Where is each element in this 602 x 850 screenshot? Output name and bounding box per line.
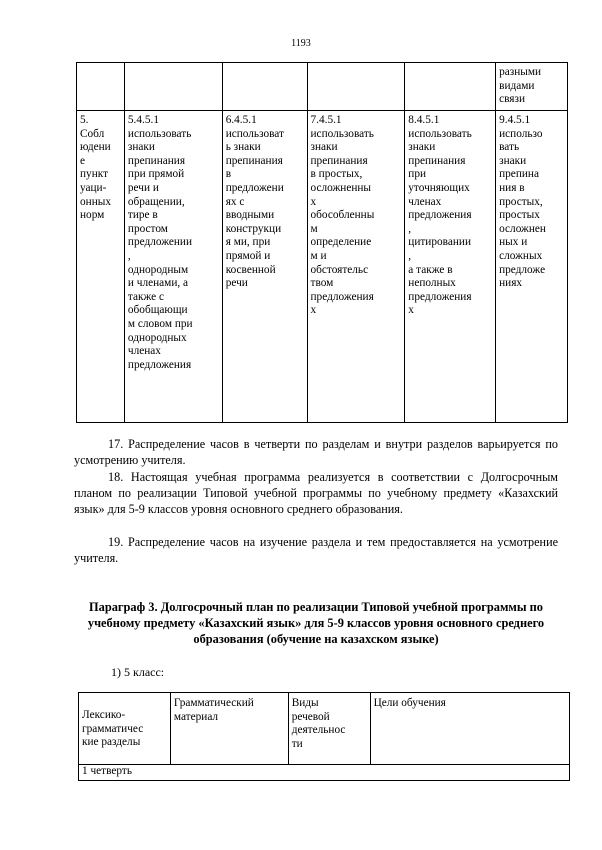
cell-text: 5. — [80, 114, 89, 126]
table-cell — [222, 63, 307, 111]
table-cell — [307, 63, 405, 111]
cell-text: простом — [127, 222, 168, 235]
cell-text: знаки — [408, 141, 436, 154]
cell-text: цитировании — [408, 236, 471, 249]
paragraph-19: 19. Распределение часов на изучение раздела и тем предоставляется на усмотрение учителя. — [74, 535, 558, 565]
cell-text: осложнен — [499, 222, 546, 235]
cell-text: также с — [127, 290, 164, 303]
cell-text: простых, — [499, 195, 543, 208]
table-cell — [307, 111, 405, 423]
header-text: речевой — [291, 710, 330, 723]
cell-text: , — [127, 249, 131, 262]
cell-text: в простых, — [310, 168, 363, 181]
section-heading: Параграф 3. Долгосрочный план по реализации Типовой учебной программы по учебному предмету «Казахский язык» для 5-9 классов уровня основного среднего образования (обучение на казахском языке) — [87, 600, 545, 646]
header-text: деятельнос — [291, 724, 346, 737]
cell-text: препинания — [408, 154, 466, 167]
cell-text: предложения — [408, 209, 472, 222]
cell-text: 8.4.5.1 — [408, 114, 440, 126]
header-text: Цели обучения — [373, 697, 446, 709]
cell-text: обобщающи — [127, 304, 188, 317]
cell-text: сложных — [499, 249, 543, 262]
cell-text: х — [408, 304, 414, 317]
cell-text: ях с — [225, 195, 245, 208]
cell-text: однородных — [127, 331, 187, 344]
paragraph-18: 18. Настоящая учебная программа реализуется в соответствии с Долгосрочным планом по реализации Типовой учебной программы по учебному предмету «Казахский язык» для 5-9 классов уровня основного среднего образования. — [74, 470, 558, 516]
cell-text: предложения — [310, 290, 374, 303]
table-cell — [496, 111, 568, 423]
table-row — [77, 63, 568, 111]
header-text: Грамматический — [173, 697, 254, 709]
cell-text: Собл — [80, 127, 105, 140]
cell-text: конструкци — [225, 222, 282, 235]
cell-text: препина — [499, 168, 539, 181]
header-text: материал — [173, 710, 219, 723]
cell-text: ния в — [499, 181, 525, 194]
cell-text: м — [310, 222, 318, 235]
cell-text: 7.4.5.1 — [310, 114, 342, 126]
table-cell — [496, 63, 568, 111]
cell-text: определение — [310, 236, 372, 249]
page-number: 1193 — [291, 38, 311, 49]
cell-text: использо — [499, 127, 543, 140]
header-cell — [79, 693, 171, 765]
cell-text: знаки — [127, 141, 155, 154]
cell-text: связи — [499, 93, 526, 106]
cell-text: вводными — [225, 209, 275, 222]
cell-text: неполных — [408, 277, 456, 290]
cell-text: ь знаки — [225, 141, 261, 154]
cell-text: обращении, — [127, 195, 185, 208]
cell-text: я ми, при — [225, 236, 271, 249]
cell-text: х — [310, 304, 317, 317]
cell-text: предложения — [127, 358, 192, 371]
cell-text: х — [310, 195, 317, 208]
table-cell — [124, 63, 222, 111]
cell-text: использовать — [408, 127, 472, 140]
cell-text: м словом при — [127, 317, 193, 330]
cell-text: однородным — [127, 263, 189, 276]
table-cell — [405, 63, 496, 111]
cell-text: осложненны — [310, 181, 372, 194]
cell-text: твом — [310, 277, 334, 290]
table-row — [79, 765, 570, 781]
header-text: ти — [291, 737, 303, 750]
cell-text: , — [408, 249, 412, 262]
header-text: грамматичес — [82, 722, 144, 735]
header-text: кие разделы — [82, 736, 141, 749]
cell-text: обстоятельс — [310, 263, 369, 276]
cell-text: косвенной — [225, 263, 276, 276]
cell-text: препинания — [225, 154, 283, 167]
table-cell — [77, 111, 125, 423]
header-text: Лексико- — [82, 709, 126, 721]
cell-text: уаци- — [80, 181, 107, 194]
cell-text: использоват — [225, 127, 284, 140]
grade-label: 1) 5 класс: — [111, 665, 165, 679]
cell-text: юдени — [80, 141, 111, 154]
cell-text: 6.4.5.1 — [225, 114, 257, 126]
cell-text: ных и — [499, 236, 528, 249]
cell-text: простых — [499, 209, 540, 222]
paragraph-17: 17. Распределение часов в четверти по разделам и внутри разделов варьируется по усмотрению учителя. — [74, 437, 558, 467]
cell-text: разными — [499, 66, 542, 78]
cell-text: , — [408, 222, 412, 235]
cell-text: членах — [127, 345, 161, 358]
cell-text: знаки — [499, 154, 527, 167]
cell-text: использовать — [127, 127, 192, 140]
cell-text: предложения — [408, 290, 472, 303]
cell-text: видами — [499, 79, 535, 92]
cell-text: пункт — [80, 168, 109, 181]
cell-text: 5.4.5.1 — [127, 114, 159, 126]
cell-text: при прямой — [127, 168, 185, 181]
cell-text: тире в — [127, 209, 158, 222]
table-header-row — [79, 693, 570, 765]
cell-text: е — [80, 154, 86, 167]
cell-text: знаки — [310, 141, 338, 154]
table-cell — [77, 63, 125, 111]
table-row — [77, 111, 568, 423]
cell-text: и членами, а — [127, 277, 189, 290]
cell-text: речи — [225, 277, 248, 290]
curriculum-table — [76, 62, 568, 423]
header-cell — [170, 693, 288, 765]
header-cell — [370, 693, 569, 765]
cell-text: ниях — [499, 277, 523, 290]
table-cell — [405, 111, 496, 423]
cell-text: предложении — [127, 236, 193, 249]
cell-text: предложе — [499, 263, 546, 276]
cell-text: препинания — [310, 154, 368, 167]
quarter-cell: 1 четверть — [79, 765, 570, 781]
cell-text: препинания — [127, 154, 186, 167]
cell-text: использовать — [310, 127, 374, 140]
table-cell — [124, 111, 222, 423]
cell-text: м и — [310, 249, 327, 262]
plan-table — [78, 692, 570, 781]
cell-text: уточняющих — [408, 181, 470, 194]
header-cell — [288, 693, 370, 765]
cell-text: речи и — [127, 181, 159, 194]
cell-text: обособленны — [310, 209, 375, 222]
cell-text: а также в — [408, 263, 453, 276]
cell-text: онных — [80, 195, 111, 208]
cell-text: предложени — [225, 181, 284, 194]
cell-text: в — [225, 168, 232, 181]
cell-text: норм — [80, 209, 105, 222]
cell-text: при — [408, 168, 427, 181]
cell-text: членах — [408, 195, 442, 208]
cell-text: 9.4.5.1 — [499, 114, 531, 126]
cell-text: вать — [499, 141, 520, 154]
cell-text: прямой и — [225, 249, 271, 262]
table-cell — [222, 111, 307, 423]
header-text: Виды — [291, 697, 319, 709]
